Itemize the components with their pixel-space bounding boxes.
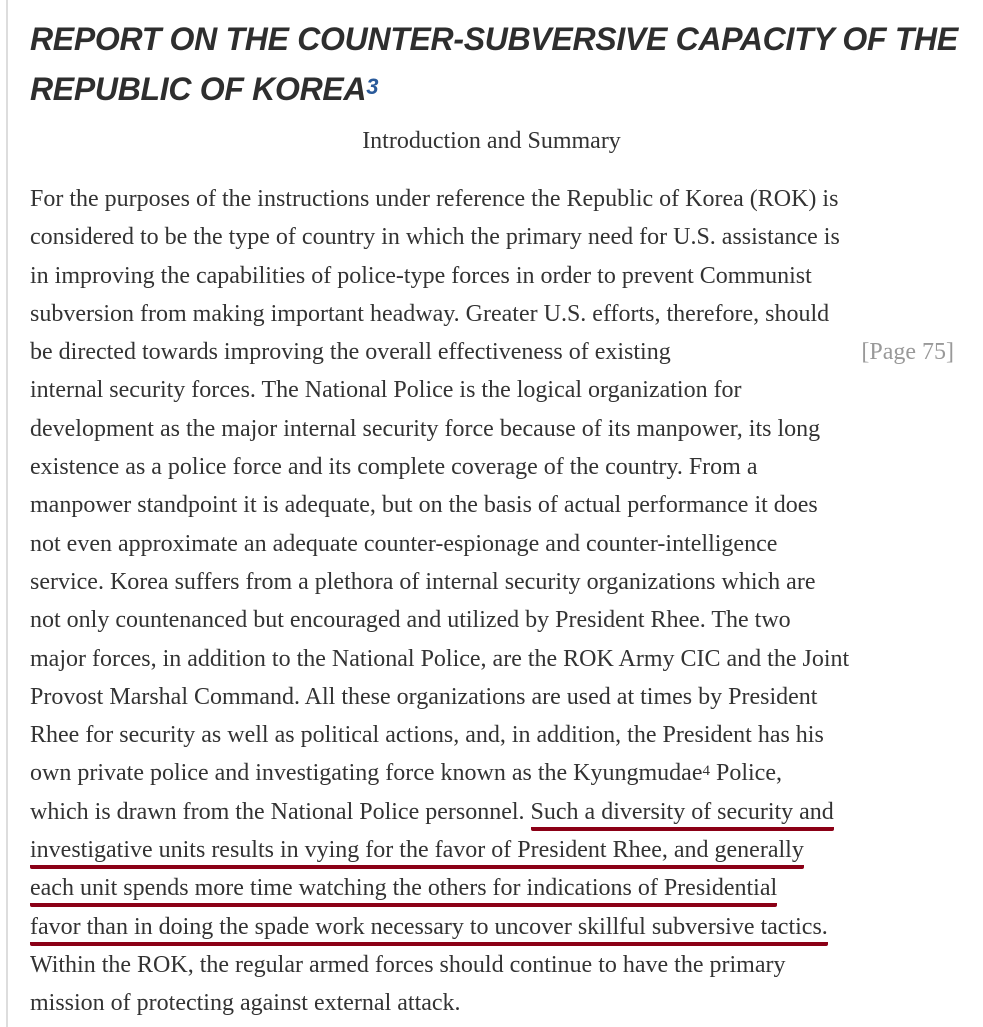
text-line: manpower standpoint it is adequate, but on the basis of actual performance it does [30,492,818,519]
footnote-link-4[interactable]: 4 [702,763,710,780]
footnote-link-3[interactable]: 3 [366,74,379,99]
text-segment: which is drawn from the National Police personnel. [30,798,525,825]
highlighted-text: Such a diversity of security and [531,799,834,831]
text-line: in improving the capabilities of police-type forces in order to prevent Communist [30,262,812,289]
text-line [30,793,960,831]
text-line [30,831,960,869]
body-paragraph [30,180,960,1023]
section-subtitle: Introduction and Summary [362,128,621,154]
text-line: development as the major internal security force because of its manpower, its long [30,415,821,442]
page-title: REPORT ON THE COUNTER-SUBVERSIVE CAPACITY OF THE REPUBLIC OF KOREA$^3$ [30,21,958,107]
text-line [30,908,960,946]
text-line: internal security forces. The National Police is the logical organization for [30,377,742,404]
text-line: major forces, in addition to the National Police, are the ROK Army CIC and the Joint [30,645,850,672]
text-line: existence as a police force and its complete coverage of the country. From a [30,454,758,481]
text-line: For the purposes of the instructions under reference the Republic of Korea (ROK) is [30,186,839,212]
text-line: Rhee for security as well as political actions, and, in addition, the President has his [30,722,824,749]
highlighted-text: favor than in doing the spade work necessary to uncover skillful subversive tactics. [30,914,828,946]
text-line: not only countenanced but encouraged and utilized by President Rhee. The two [30,607,791,634]
highlighted-text: each unit spends more time watching the others for indications of Presidential [30,875,777,907]
text-line: mission of protecting against external attack. [30,990,461,1017]
text-line: Within the ROK, the regular armed forces should continue to have the primary [30,951,786,978]
text-segment: Police, [709,760,782,787]
highlighted-text: investigative units results in vying for the favor of President Rhee, and generally [30,837,804,869]
page-marker: [Page 75] [861,339,954,366]
text-line [30,869,960,907]
text-line: subversion from making important headway. Greater U.S. efforts, therefore, should [30,300,830,327]
text-line [30,333,960,371]
text-segment: be directed towards improving the overall effectiveness of existing [30,339,671,366]
text-line: service. Korea suffers from a plethora of internal security organizations which are [30,568,816,595]
text-line: considered to be the type of country in which the primary need for U.S. assistance is [30,224,840,251]
text-line: not even approximate an adequate counter-espionage and counter-intelligence [30,530,778,557]
text-line: Provost Marshal Command. All these organizations are used at times by President [30,683,818,710]
text-line [30,754,960,792]
text-segment: own private police and investigating force known as the Kyungmudae [30,760,703,787]
